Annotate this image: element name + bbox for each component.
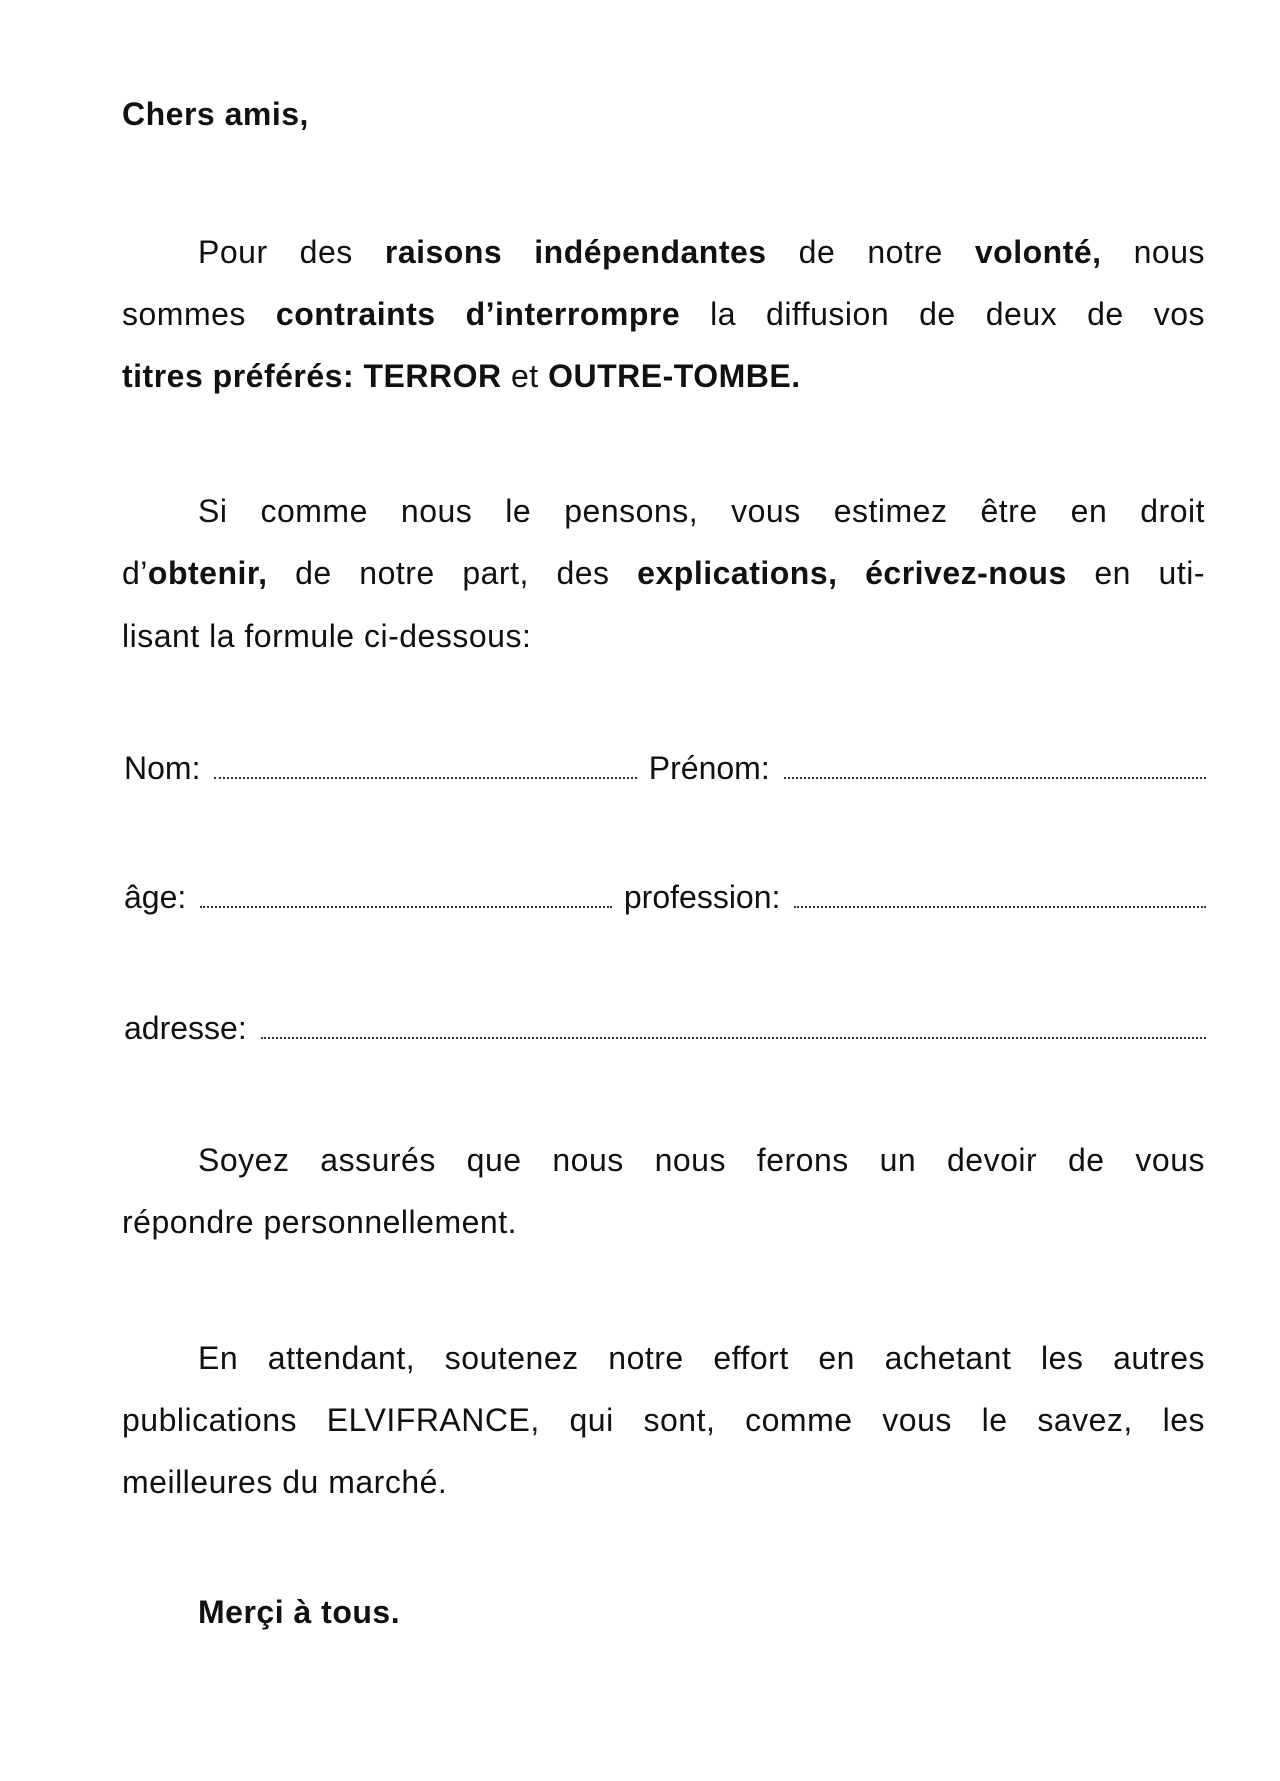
paragraph4-line1: En attendant, soutenez notre effort en achetant les autres bbox=[198, 1340, 1205, 1376]
bold-text: explications, écrivez-nous bbox=[637, 555, 1067, 591]
form-row-name bbox=[124, 748, 1206, 788]
age-label: âge: bbox=[124, 879, 187, 915]
paragraph2-line1 bbox=[198, 491, 1205, 531]
paragraph4-line2: publications ELVIFRANCE, qui sont, comme vous le savez, les bbox=[122, 1402, 1205, 1438]
nom-label: Nom: bbox=[124, 750, 201, 786]
paragraph3-line1: Soyez assurés que nous nous ferons un devoir de vous bbox=[198, 1142, 1205, 1178]
closing: Merçi à tous. bbox=[198, 1594, 401, 1630]
profession-label: profession: bbox=[623, 879, 781, 915]
prenom-label: Prénom: bbox=[648, 750, 770, 786]
paragraph2-line3 bbox=[122, 616, 1205, 656]
bold-text: titres préférés: TERROR bbox=[122, 358, 502, 394]
bold-text: obtenir, bbox=[147, 555, 268, 591]
bold-text: volonté, bbox=[974, 234, 1102, 270]
text: en uti- bbox=[1066, 555, 1206, 591]
paragraph1-line3 bbox=[122, 356, 1205, 396]
text: Si comme nous le pensons, vous estimez être en droit bbox=[198, 493, 1205, 529]
bold-text: contraints d’interrompre bbox=[275, 296, 681, 332]
bold-text: OUTRE-TOMBE. bbox=[548, 358, 801, 394]
form-row-age bbox=[124, 877, 1206, 917]
nom-field[interactable] bbox=[214, 753, 636, 779]
text: la diffusion de deux de vos bbox=[680, 296, 1206, 332]
paragraph3-line2: répondre personnellement. bbox=[122, 1204, 517, 1240]
greeting: Chers amis, bbox=[122, 96, 309, 132]
text: et bbox=[501, 358, 549, 394]
text: nous bbox=[1101, 234, 1206, 270]
text: d’ bbox=[122, 555, 148, 591]
text: sommes bbox=[122, 296, 276, 332]
paragraph2-line2 bbox=[122, 553, 1205, 593]
prenom-field[interactable] bbox=[784, 753, 1206, 779]
adresse-field[interactable] bbox=[261, 1013, 1206, 1039]
text: lisant la formule ci-dessous: bbox=[122, 618, 532, 654]
text: Pour des bbox=[198, 234, 385, 270]
profession-field[interactable] bbox=[794, 882, 1206, 908]
bold-text: raisons indépendantes bbox=[384, 234, 767, 270]
paragraph1-line2 bbox=[122, 294, 1205, 334]
paragraph1-line1 bbox=[198, 232, 1205, 272]
adresse-label: adresse: bbox=[124, 1010, 247, 1046]
text: de notre part, des bbox=[267, 555, 638, 591]
age-field[interactable] bbox=[200, 882, 612, 908]
paragraph4-line3: meilleures du marché. bbox=[122, 1464, 448, 1500]
form-row-address bbox=[124, 1008, 1206, 1048]
text: de notre bbox=[766, 234, 975, 270]
